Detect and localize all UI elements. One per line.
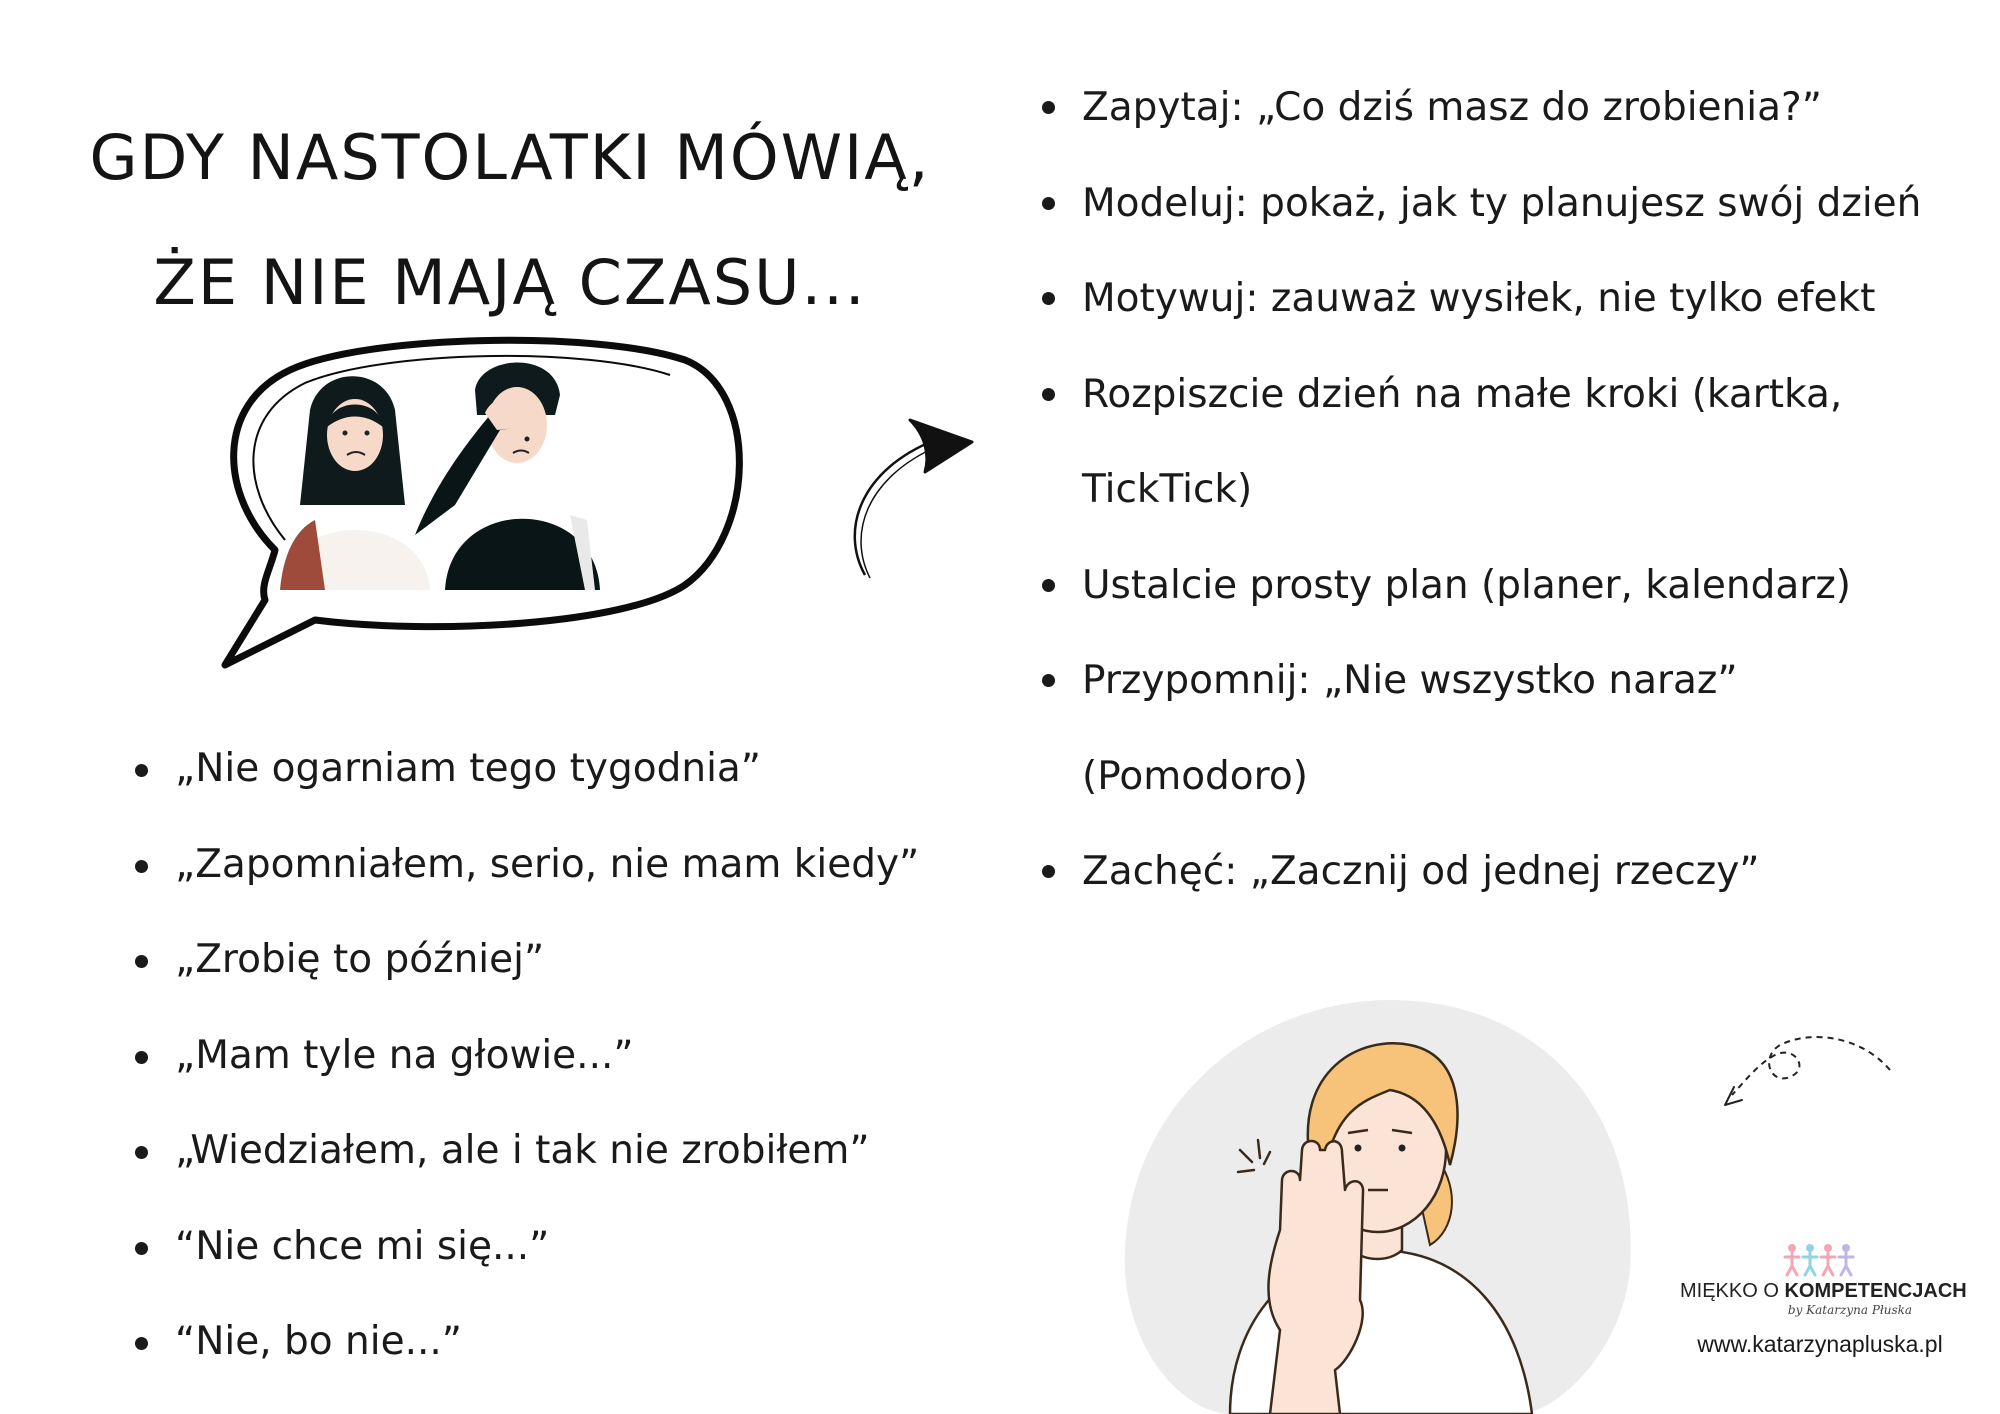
speech-bubble-icon bbox=[215, 335, 755, 670]
website-url: www.katarzynapluska.pl bbox=[1697, 1331, 1943, 1357]
list-item: „Mam tyle na głowie...” bbox=[175, 1022, 919, 1118]
logo-byline: by Katarzyna Płuska bbox=[1787, 1303, 1913, 1317]
list-item: „Zapomniałem, serio, nie mam kiedy” bbox=[175, 831, 919, 927]
title-line-2: ŻE NIE MAJĄ CZASU... bbox=[153, 246, 867, 319]
list-item: Zachęć: „Zacznij od jednej rzeczy” bbox=[1082, 824, 1962, 920]
title-line-1: GDY NASTOLATKI MÓWIĄ, bbox=[89, 121, 931, 194]
people-chain-icon bbox=[1780, 1242, 1860, 1278]
stop-gesture-girl-illustration bbox=[1120, 1000, 1640, 1414]
list-item: Ustalcie prosty plan (planer, kalendarz) bbox=[1082, 538, 1962, 634]
logo-name-plain: MIĘKKO O bbox=[1680, 1280, 1785, 1302]
brand-logo bbox=[1680, 1242, 1967, 1358]
list-item: Modeluj: pokaż, jak ty planujesz swój dzień bbox=[1082, 156, 1962, 252]
list-item: „Zrobię to później” bbox=[175, 926, 919, 1022]
page-title bbox=[40, 95, 980, 345]
list-item: Motywuj: zauważ wysiłek, nie tylko efekt bbox=[1082, 251, 1962, 347]
tips-list bbox=[1082, 60, 1962, 920]
list-item: Rozpiszcie dzień na małe kroki (kartka, TickTick) bbox=[1082, 347, 1962, 538]
list-item: “Nie chce mi się...” bbox=[175, 1213, 919, 1309]
logo-name-bold: KOMPETENCJACH bbox=[1784, 1280, 1967, 1302]
dashed-loop-arrow-icon bbox=[1720, 1025, 1900, 1125]
quotes-list bbox=[175, 735, 919, 1404]
list-item: Zapytaj: „Co dziś masz do zrobienia?” bbox=[1082, 60, 1962, 156]
list-item: Przypomnij: „Nie wszystko naraz” (Pomodoro) bbox=[1082, 633, 1962, 824]
curved-arrow-icon bbox=[840, 410, 980, 590]
list-item: “Nie, bo nie...” bbox=[175, 1308, 919, 1404]
logo-name bbox=[1680, 1280, 1967, 1303]
list-item: „Nie ogarniam tego tygodnia” bbox=[175, 735, 919, 831]
list-item: „Wiedziałem, ale i tak nie zrobiłem” bbox=[175, 1117, 919, 1213]
